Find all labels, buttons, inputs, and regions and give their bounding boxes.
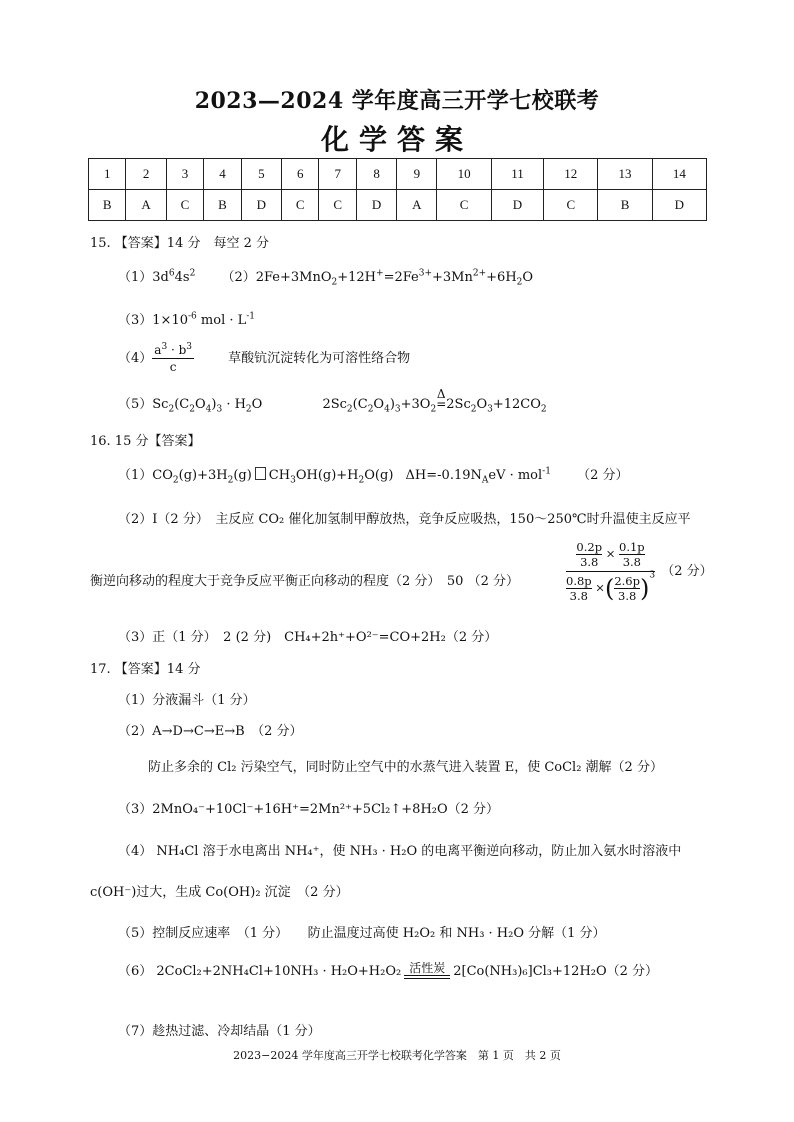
q15-part3 — [118, 309, 255, 328]
q15-part2-label: （2） — [221, 270, 256, 285]
heat-equals: Δ = — [436, 387, 447, 411]
answer-cell: C — [281, 190, 318, 221]
q17-part6 — [118, 960, 658, 979]
q16-delta-h-sub: A — [481, 475, 489, 486]
kp-total-3: 3.8 — [569, 589, 588, 603]
answer-cell: D — [241, 190, 281, 221]
kp-score: （2 分） — [661, 564, 713, 579]
answer-cell: C — [437, 190, 491, 221]
q17-part1: （1）分液漏斗（1 分） — [118, 693, 256, 708]
q16-part2-line2: 衡逆向移动的程度大于竞争反应平衡正向移动的程度（2 分） 50 （2 分） — [90, 574, 519, 589]
q16-part2-label: （2） — [118, 512, 153, 527]
q16-heading: 16. 15 分【答案】 — [90, 434, 201, 449]
q15-part3-label: （3） — [118, 313, 153, 328]
q15-part4-den: c — [169, 360, 177, 374]
q15-part1-label: （1） — [118, 270, 153, 285]
question-number-cell: 1 — [89, 159, 126, 190]
q16-delta-h-unit: eV · mol — [488, 468, 543, 483]
q16-part1-score: （2 分） — [577, 468, 629, 483]
q16-part3 — [118, 626, 497, 645]
q15-part4-fraction: $\frac{a^3 \cdot b^3}{c}$ — [154, 342, 193, 374]
kp-total-4: 3.8 — [618, 589, 637, 603]
q17-part6-right: 2[Co(NH₃)₆]Cl₃+12H₂O（2 分） — [453, 964, 659, 979]
question-number-cell: 2 — [126, 159, 166, 190]
q15-part5: $(5)Sc_2(C_2O_4)_3 \cdot H_2O$ $2Sc_2(C_2O_4)_3+3O_2$ Δ = $2Sc_2O_3+12CO_2$ — [118, 387, 547, 415]
q17-part4-line1: （4） NH₄Cl 溶于水电离出 NH₄⁺，使 NH₃ · H₂O 的电离平衡逆向移动，防止加入氨水时溶液中 — [118, 844, 682, 859]
kp-expression — [566, 540, 713, 603]
q15-part4-label: （4） — [118, 351, 153, 366]
q16-delta-h-exp: -1 — [542, 466, 551, 477]
q15-heading: 15. 【答案】14 分 每空 2 分 — [90, 236, 270, 251]
answer-cell: C — [544, 190, 598, 221]
kp-total-1: 3.8 — [580, 555, 599, 569]
q15-part5-label: （5） — [118, 397, 153, 412]
q16-part1: $(1)CO_2(g)+3H_2(g)$ $CH_3OH(g)+H_2O(g) \Delta H=-0.19N_AeV \cdot mol^{-1}$ （2 分） — [118, 466, 629, 486]
question-number-cell: 3 — [166, 159, 203, 190]
q15-part1: $(1)3d^64s^2$ $(2)2Fe+3MnO_2+12H^+=2Fe^{3+}+3Mn^{2+}+6H_2O$ — [118, 268, 534, 288]
answer-cell: A — [126, 190, 166, 221]
q15-part3-unit-exp: -1 — [246, 311, 256, 322]
q17-part2-note: 防止多余的 Cl₂ 污染空气，同时防止空气中的水蒸气进入装置 E，使 CoCl₂ 潮解（2 分） — [148, 760, 663, 775]
q15-part3-exp: -6 — [188, 311, 197, 322]
q17-part3: （3）2MnO₄⁻+10Cl⁻+16H⁺=2Mn²⁺+5Cl₂↑+8H₂O（2 分） — [118, 802, 500, 817]
q16-part2-text1: I（2 分） 主反应 CO₂ 催化加氢制甲醇放热，竞争反应吸热，150～250℃时升温使主反应平 — [152, 512, 691, 527]
kp-total-2: 3.8 — [622, 555, 641, 569]
page-subtitle: 化学答案 — [320, 123, 473, 156]
q15-part3-unit: mol · L — [196, 313, 247, 328]
q17-heading: 17. 【答案】14 分 — [90, 662, 201, 677]
page-footer: 2023−2024 学年度高三开学七校联考化学答案 第 1 页 共 2 页 — [233, 1049, 561, 1062]
question-number-row — [89, 159, 707, 190]
catalyst-label: 活性炭 — [409, 961, 446, 975]
q15-part4 — [118, 343, 410, 374]
answer-cell: D — [356, 190, 396, 221]
answer-cell: C — [319, 190, 356, 221]
page-title: 2023—2024 学年度高三开学七校联考 — [194, 88, 600, 114]
answer-cell: B — [598, 190, 652, 221]
q17-part4-line2: c(OH⁻)过大，生成 Co(OH)₂ 沉淀 （2 分） — [90, 885, 349, 900]
q16-part2-line1 — [118, 508, 691, 527]
answer-cell: A — [397, 190, 437, 221]
kp-fraction — [566, 540, 655, 603]
kp-denominator: $\frac{0.8p}{3.8}$ ×( $\frac{2.6p}{3.8}$ )$^3$ — [566, 570, 656, 603]
q17-part7: （7）趁热过滤、冷却结晶（1 分） — [118, 1024, 321, 1039]
question-number-cell: 5 — [241, 159, 281, 190]
answer-cell: B — [204, 190, 241, 221]
q15-part4-text: 草酸钪沉淀转化为可溶性络合物 — [228, 351, 411, 366]
kp-term-a: 0.2p — [576, 540, 603, 554]
question-number-cell: 11 — [491, 159, 543, 190]
question-number-cell: 10 — [437, 159, 491, 190]
q15-part3-value: 1×10 — [152, 313, 188, 328]
question-number-cell: 7 — [319, 159, 356, 190]
question-number-cell: 13 — [598, 159, 652, 190]
question-number-cell: 9 — [397, 159, 437, 190]
answer-cell: D — [491, 190, 543, 221]
answer-row — [89, 190, 707, 221]
answer-cell: C — [166, 190, 203, 221]
q17-part2: （2）A→D→C→E→B （2 分） — [118, 724, 303, 739]
question-number-cell: 6 — [281, 159, 318, 190]
answer-cell: D — [652, 190, 706, 221]
q16-part3-text: 正（1 分） 2 (2 分) CH₄+2h⁺+O²⁻=CO+2H₂（2 分） — [152, 630, 498, 645]
question-number-cell: 8 — [356, 159, 396, 190]
kp-term-c: 0.8p — [566, 574, 592, 588]
q16-part1-label: （1） — [118, 468, 153, 483]
q16-delta-h: ΔH=-0.19N — [405, 468, 482, 483]
q17-part6-left: （6） 2CoCl₂+2NH₄Cl+10NH₃ · H₂O+H₂O₂ — [118, 964, 402, 979]
question-number-cell: 14 — [652, 159, 706, 190]
question-number-cell: 4 — [204, 159, 241, 190]
answer-table — [88, 158, 707, 221]
q17-part5: （5）控制反应速率 （1 分） 防止温度过高使 H₂O₂ 和 NH₃ · H₂O 分解（1 分） — [118, 926, 606, 941]
reversible-arrow-placeholder — [255, 467, 266, 480]
q16-part3-label: （3） — [118, 630, 153, 645]
kp-term-d: 2.6p — [614, 574, 640, 588]
answer-cell: B — [89, 190, 126, 221]
catalyst-equals — [404, 962, 450, 979]
kp-numerator: $\frac{0.2p}{3.8}$ × $\frac{0.1p}{3.8}$ — [566, 540, 655, 572]
kp-exponent: 3 — [649, 570, 656, 581]
question-number-cell: 12 — [544, 159, 598, 190]
kp-term-b: 0.1p — [619, 540, 645, 554]
